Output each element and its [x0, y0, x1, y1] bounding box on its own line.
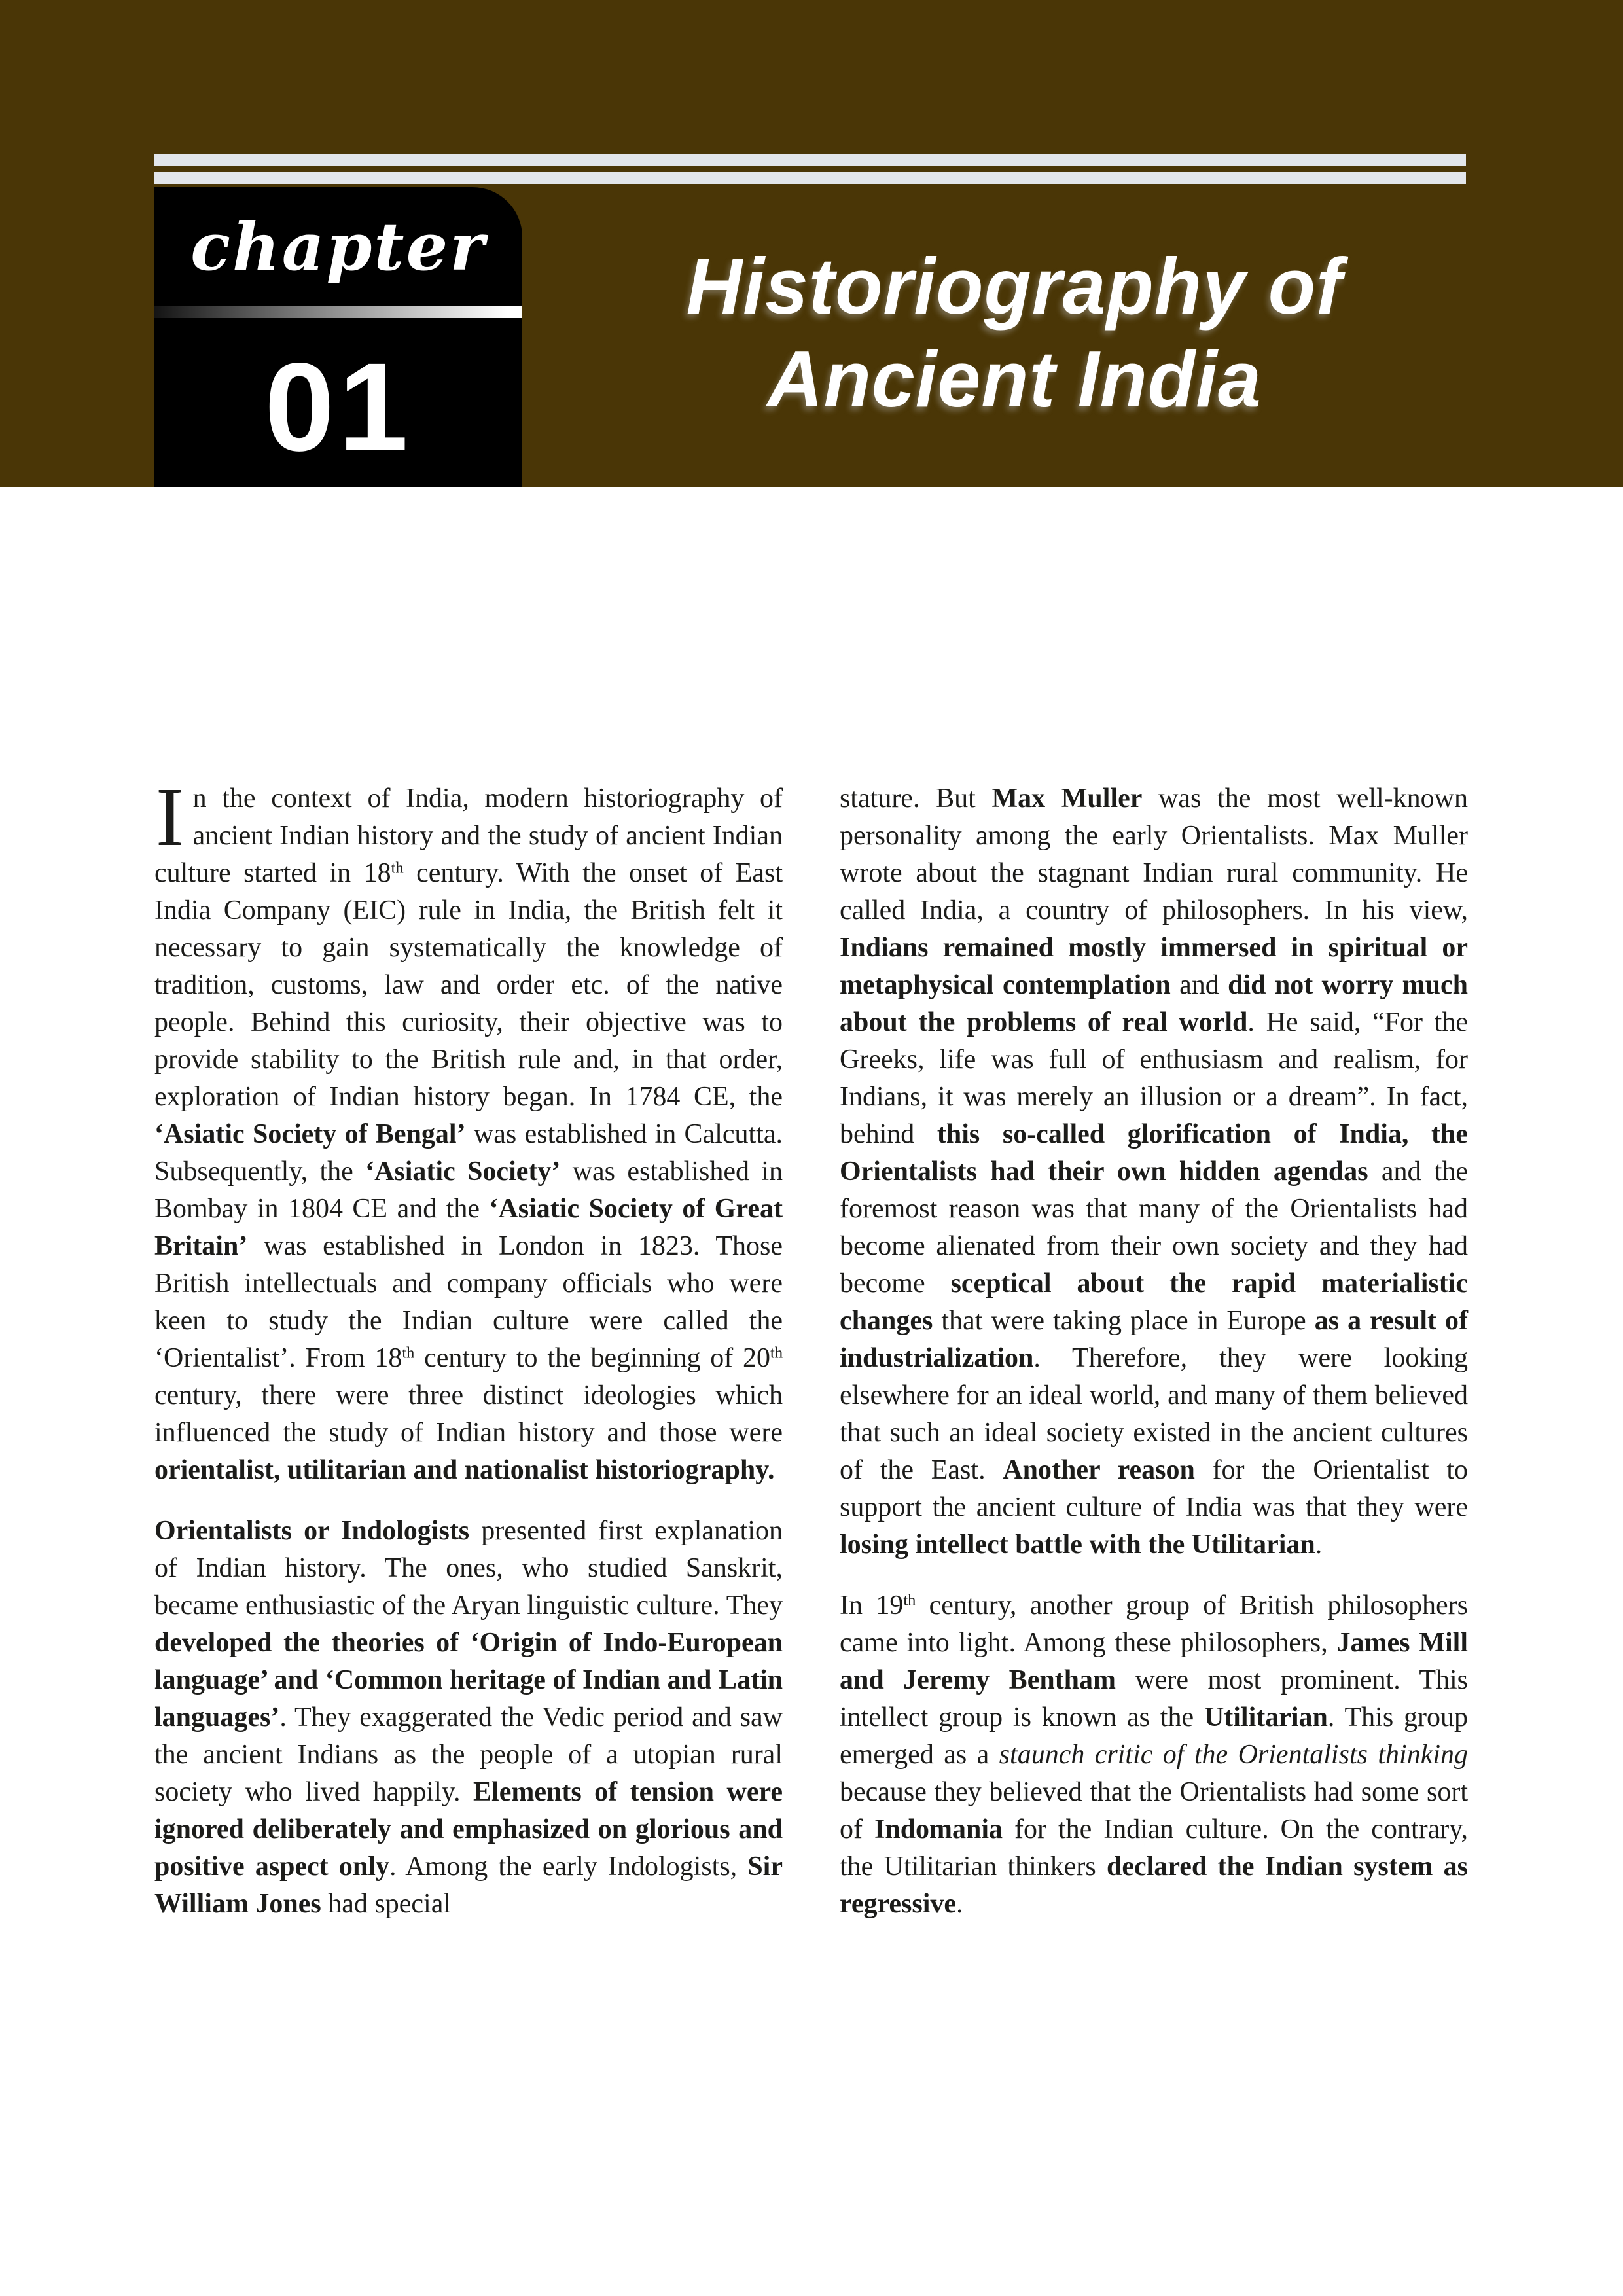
- body-text: century. With the onset of East India Company (EIC) rule in India, the British felt it necessary to gain systematically the knowledge of tradition, customs, law and order etc. of the native people. Behind this curiosity, their objective was to provide stability to the British rule and, in that order, exploration of Indian history began. In 1784 CE, the: [154, 858, 783, 1112]
- header-stripe-top: [154, 154, 1466, 166]
- text-column-right: [840, 780, 1468, 1946]
- body-text: .: [956, 1889, 963, 1919]
- body-text: was established in Calcutta. Subsequently, the: [154, 1119, 783, 1187]
- body-text: . They exaggerated the Vedic period and saw the ancient Indians as the people of a utopian rural society who lived happily.: [154, 1702, 783, 1807]
- body-text: . He said, “For the Greeks, life was full of enthusiasm and realism, for Indians, it was merely an illusion or a dream”. In fact, behind: [840, 1007, 1468, 1149]
- emphasis-text: Orientalists or Indologists: [154, 1516, 470, 1546]
- body-text: presented first explanation of Indian history. The ones, who studied Sanskrit, became enthusiastic of the Aryan linguistic culture. They: [154, 1516, 783, 1621]
- emphasis-text: Indians remained mostly immersed in spiritual or metaphysical contemplation: [840, 933, 1468, 1000]
- body-text: .: [1315, 1530, 1323, 1560]
- superscript-text: th: [391, 859, 404, 877]
- chapter-number: 01: [264, 336, 412, 477]
- emphasis-text: Another reason: [1003, 1455, 1195, 1485]
- italic-text: staunch critic of the Orientalists thinking: [999, 1740, 1468, 1770]
- body-text: n the context of India, modern historiography of ancient Indian history and the study of ancient Indian culture started in 18: [154, 783, 783, 888]
- emphasis-text: ‘Asiatic Society of Bengal’: [154, 1119, 466, 1149]
- emphasis-text: losing intellect battle with the Utilitarian: [840, 1530, 1315, 1560]
- emphasis-text: sceptical about the rapid materialistic changes: [840, 1268, 1468, 1336]
- header-stripe-bottom: [154, 172, 1466, 184]
- body-text: . This group emerged as a: [840, 1702, 1468, 1770]
- body-text: century, there were three distinct ideologies which influenced the study of Indian history and those were: [154, 1380, 783, 1448]
- body-text: were most prominent. This intellect group is known as the: [840, 1665, 1469, 1732]
- chapter-header-band: [0, 0, 1623, 487]
- body-text: was established in London in 1823. Those British intellectuals and company officials who were keen to study the Indian culture were called the ‘Orientalist’. From 18: [154, 1231, 783, 1373]
- superscript-text: th: [402, 1344, 415, 1362]
- body-text: and the foremost reason was that many of the Orientalists had become alienated from their own society and they had become: [840, 1157, 1469, 1299]
- body-text: was established in Bombay in 1804 CE and the: [154, 1157, 783, 1224]
- body-text: was the most well-known personality among the early Orientalists. Max Muller wrote about the stagnant Indian rural community. He called India, a country of philosophers. In his view,: [840, 783, 1468, 925]
- chapter-box-divider: [154, 306, 522, 318]
- body-text: for the Indian culture. On the contrary, the Utilitarian thinkers: [840, 1814, 1468, 1882]
- emphasis-text: ‘Asiatic Society’: [365, 1157, 561, 1187]
- emphasis-text: Utilitarian: [1204, 1702, 1328, 1732]
- body-text: and: [1170, 970, 1228, 1000]
- body-text: that were taking place in Europe: [933, 1306, 1315, 1336]
- emphasis-text: Indomania: [874, 1814, 1003, 1844]
- paragraph: [840, 780, 1468, 1564]
- emphasis-text: declared the Indian system as regressive: [840, 1852, 1468, 1919]
- body-text: stature. But: [840, 783, 992, 814]
- emphasis-text: orientalist, utilitarian and nationalist historiography.: [154, 1455, 775, 1485]
- paragraph: [154, 1513, 783, 1923]
- emphasis-text: as a result of industrialization: [840, 1306, 1468, 1373]
- emphasis-text: Sir William Jones: [154, 1852, 783, 1919]
- emphasis-text: Max Muller: [991, 783, 1143, 814]
- body-text: . Among the early Indologists,: [389, 1852, 748, 1882]
- superscript-text: th: [903, 1591, 916, 1609]
- emphasis-text: this so-called glorification of India, the Orientalists had their own hidden agendas: [840, 1119, 1468, 1187]
- page-title-line1: Historiography of: [686, 242, 1343, 331]
- chapter-number-box: [154, 187, 522, 487]
- body-text: century, another group of British philosophers came into light. Among these philosophers,: [840, 1590, 1468, 1658]
- superscript-text: th: [770, 1344, 783, 1362]
- chapter-label: chapter: [190, 208, 486, 285]
- paragraph: [154, 770, 783, 1489]
- emphasis-text: ‘Asiatic Society of Great Britain’: [154, 1194, 783, 1261]
- emphasis-text: James Mill and Jeremy Bentham: [840, 1628, 1468, 1695]
- page-title-line2: Ancient India: [767, 334, 1262, 423]
- drop-cap: I: [156, 770, 184, 863]
- page-title: [563, 240, 1465, 425]
- emphasis-text: did not worry much about the problems of real world: [840, 970, 1468, 1037]
- body-text: had special: [321, 1889, 451, 1919]
- body-text: . Therefore, they were looking elsewhere for an ideal world, and many of them believed that such an ideal society existed in the ancient cultures of the East.: [840, 1343, 1468, 1485]
- text-column-left: [154, 770, 783, 1946]
- body-text: for the Orientalist to support the ancient culture of India was that they were: [840, 1455, 1469, 1522]
- emphasis-text: developed the theories of ‘Origin of Indo-European language’ and ‘Common heritage of Indian and Latin languages’: [154, 1628, 783, 1732]
- body-text: because they believed that the Orientalists had some sort of: [840, 1777, 1468, 1844]
- body-text: century to the beginning of 20: [414, 1343, 771, 1373]
- paragraph: [840, 1587, 1468, 1923]
- body-text: In 19: [840, 1590, 904, 1621]
- emphasis-text: Elements of tension were ignored deliberately and emphasized on glorious and positive aspect only: [154, 1777, 783, 1882]
